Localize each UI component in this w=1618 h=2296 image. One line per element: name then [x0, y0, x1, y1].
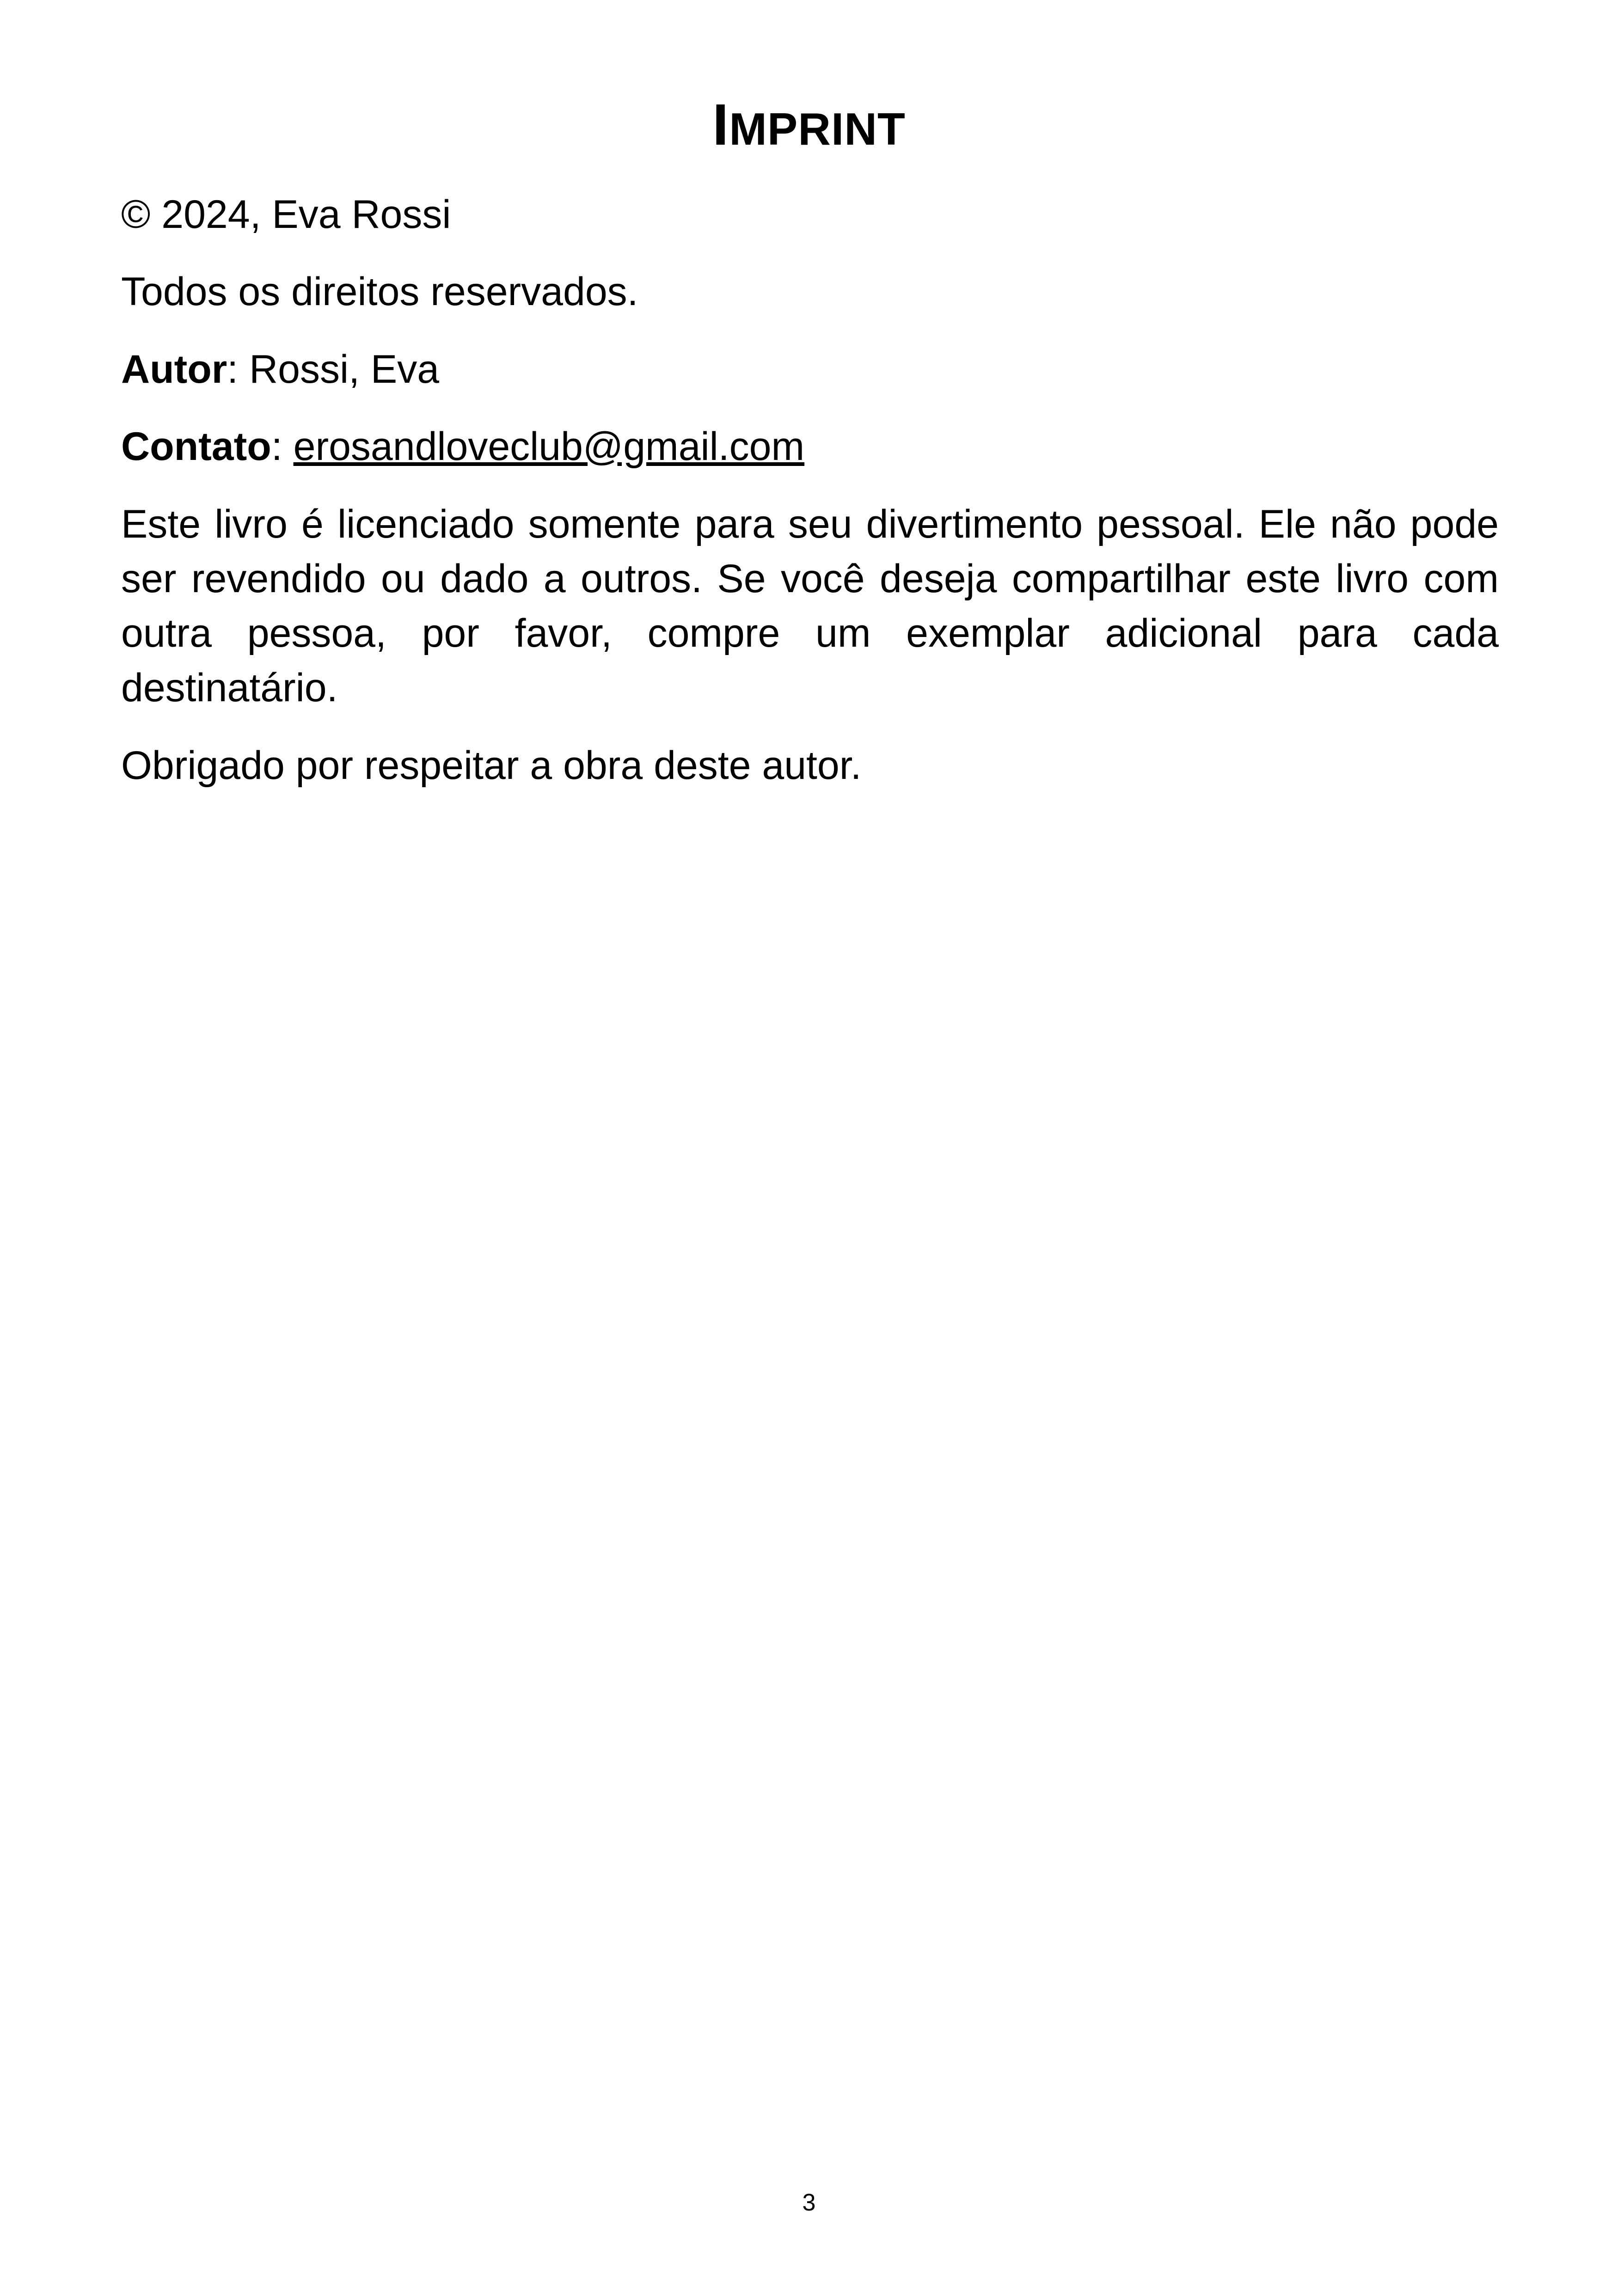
- page-title: [0, 90, 1618, 164]
- author-line: [121, 342, 1499, 397]
- author-value: Rossi, Eva: [249, 347, 440, 392]
- contact-label: Contato: [121, 424, 271, 469]
- author-label: Autor: [121, 347, 227, 392]
- author-separator: :: [227, 347, 250, 392]
- thanks-line: Obrigado por respeitar a obra deste autor.: [121, 743, 862, 788]
- title-rest: MPRINT: [729, 104, 906, 154]
- page-number: 3: [802, 2189, 816, 2216]
- contact-separator: :: [271, 424, 294, 469]
- license-paragraph: Este livro é licenciado somente para seu divertimento pessoal. Ele não pode ser revendido ou dado a outros. Se você deseja compartilhar este livro com outra pessoa, por favor, compre um exemplar adicional para cada destinatário.: [121, 502, 1499, 710]
- rights-line: Todos os direitos reservados.: [121, 269, 638, 314]
- copyright-line: © 2024, Eva Rossi: [121, 192, 451, 237]
- title-first-letter: I: [712, 92, 729, 157]
- contact-email-link[interactable]: erosandloveclub@gmail.com: [293, 424, 805, 469]
- contact-line: [121, 419, 1499, 474]
